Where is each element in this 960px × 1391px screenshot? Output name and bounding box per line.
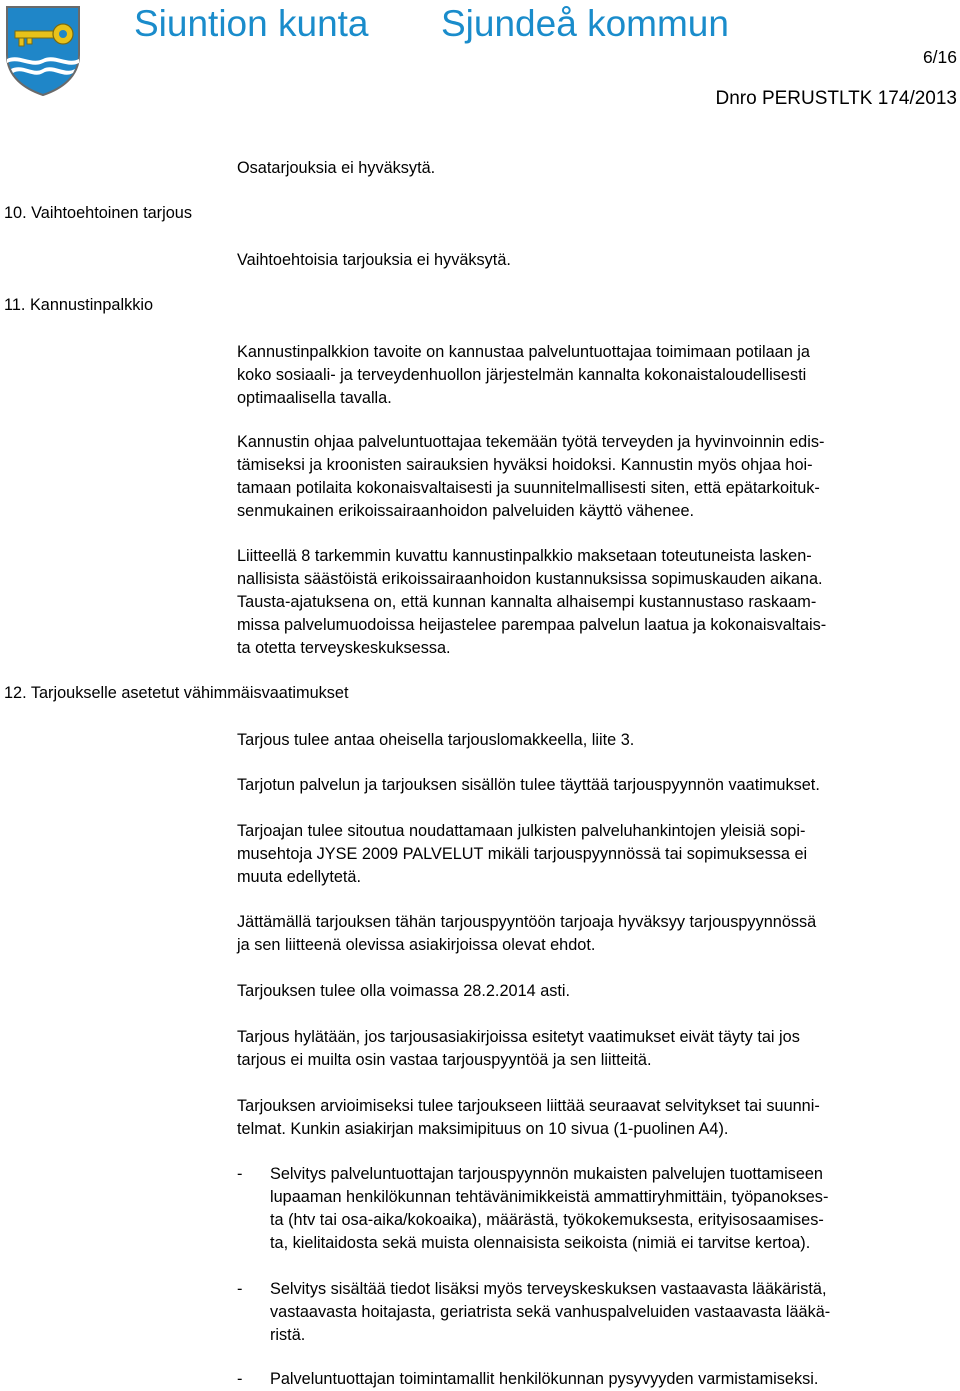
crest-key-emblem bbox=[3, 3, 83, 97]
paragraph-line: nallisista säästöistä erikoissairaanhoidon kustannuksissa sopimuskauden aikana. bbox=[237, 570, 823, 588]
document-reference: Dnro PERUSTLTK 174/2013 bbox=[715, 88, 957, 109]
section-10-heading: 10. Vaihtoehtoinen tarjous bbox=[4, 204, 192, 222]
list-item-line: ta (htv tai osa-aika/kokoaika), määrästä, työkokemuksesta, erityisosaamises- bbox=[270, 1211, 824, 1229]
header-title-fi: Siuntion kunta bbox=[134, 3, 369, 44]
paragraph-line: Tarjoajan tulee sitoutua noudattamaan julkisten palveluhankintojen yleisiä sopi- bbox=[237, 822, 806, 840]
page-number: 6/16 bbox=[922, 47, 957, 67]
paragraph-line: tarjous ei muilta osin vastaa tarjouspyyntöä ja sen liitteitä. bbox=[237, 1051, 652, 1069]
bullet-dash: - bbox=[237, 1280, 243, 1298]
paragraph-line: Kannustinpalkkion tavoite on kannustaa palveluntuottajaa toimimaan potilaan ja bbox=[237, 343, 810, 361]
bullet-dash: - bbox=[237, 1370, 243, 1388]
paragraph-line: missa palvelumuodoissa heijastelee parempaa palvelun laatua ja kokonaisvaltais- bbox=[237, 616, 827, 634]
paragraph-line: Jättämällä tarjouksen tähän tarjouspyyntöön tarjoaja hyväksyy tarjouspyynnössä bbox=[237, 913, 817, 931]
bullet-dash: - bbox=[237, 1165, 243, 1183]
section-12-paragraph-5: Tarjouksen tulee olla voimassa 28.2.2014 asti. bbox=[237, 982, 571, 1000]
paragraph-line: Tarjous hylätään, jos tarjousasiakirjoissa esitetyt vaatimukset eivät täyty tai jos bbox=[237, 1028, 800, 1046]
section-12-paragraph-1: Tarjous tulee antaa oheisella tarjouslomakkeella, liite 3. bbox=[237, 731, 635, 749]
list-item-line: Selvitys sisältää tiedot lisäksi myös terveyskeskuksen vastaavasta lääkäristä, bbox=[270, 1280, 827, 1298]
paragraph-line: optimaalisella tavalla. bbox=[237, 389, 392, 407]
paragraph-line: Liitteellä 8 tarkemmin kuvattu kannustinpalkkio maksetaan toteutuneista lasken- bbox=[237, 547, 812, 565]
paragraph-line: ja sen liitteenä olevissa asiakirjoissa olevat ehdot. bbox=[237, 936, 596, 954]
list-item-line: vastaavasta hoitajasta, geriatrista sekä vanhuspalveluiden vastaavasta lääkä- bbox=[270, 1303, 831, 1321]
section-11-heading: 11. Kannustinpalkkio bbox=[4, 296, 154, 314]
paragraph-line: ta otetta terveyskeskuksessa. bbox=[237, 639, 451, 657]
paragraph-line: tämiseksi ja kroonisten sairauksien hyväksi hoidoksi. Kannustin myös ohjaa hoi- bbox=[237, 456, 813, 474]
section-10-text: Vaihtoehtoisia tarjouksia ei hyväksytä. bbox=[237, 251, 511, 269]
paragraph-line: Tausta-ajatuksena on, että kunnan kannalta alhaisempi kustannustaso raskaam- bbox=[237, 593, 817, 611]
list-item-line: lupaaman henkilökunnan tehtävänimikkeistä ammattiryhmittäin, työpanokses- bbox=[270, 1188, 829, 1206]
header-title-sv: Sjundeå kommun bbox=[441, 3, 729, 44]
list-item-line: ta, kielitaidosta sekä muista olennaisista seikoista (nimiä ei tarvitse kertoa). bbox=[270, 1234, 811, 1252]
municipality-crest bbox=[3, 3, 83, 97]
paragraph-line: koko sosiaali- ja terveydenhuollon järjestelmän kannalta kokonaistaloudellisesti bbox=[237, 366, 807, 384]
paragraph-line: musehtoja JYSE 2009 PALVELUT mikäli tarjouspyynnössä tai sopimuksessa ei bbox=[237, 845, 808, 863]
paragraph-line: telmat. Kunkin asiakirjan maksimipituus on 10 sivua (1-puolinen A4). bbox=[237, 1120, 729, 1138]
paragraph-line: Tarjouksen arvioimiseksi tulee tarjoukseen liittää seuraavat selvitykset tai suunni- bbox=[237, 1097, 820, 1115]
section-12-heading: 12. Tarjoukselle asetetut vähimmäisvaatimukset bbox=[4, 684, 349, 702]
paragraph-line: muuta edellytetä. bbox=[237, 868, 361, 886]
section-12-paragraph-2: Tarjotun palvelun ja tarjouksen sisällön tulee täyttää tarjouspyynnön vaatimukset. bbox=[237, 776, 820, 794]
paragraph-line: senmukainen erikoissairaanhoidon palveluiden käyttö vähenee. bbox=[237, 502, 695, 520]
paragraph-line: tamaan potilaita kokonaisvaltaisesti ja suunnitelmallisesti siten, että epätarkoituk- bbox=[237, 479, 820, 497]
list-item-line: Palveluntuottajan toimintamallit henkilökunnan pysyvyyden varmistamiseksi. bbox=[270, 1370, 819, 1388]
paragraph-line: Kannustin ohjaa palveluntuottajaa tekemään työtä terveyden ja hyvinvoinnin edis- bbox=[237, 433, 825, 451]
list-item-line: ristä. bbox=[270, 1326, 306, 1344]
subcontract-note: Osatarjouksia ei hyväksytä. bbox=[237, 159, 436, 177]
list-item-line: Selvitys palveluntuottajan tarjouspyynnön mukaisten palvelujen tuottamiseen bbox=[270, 1165, 823, 1183]
